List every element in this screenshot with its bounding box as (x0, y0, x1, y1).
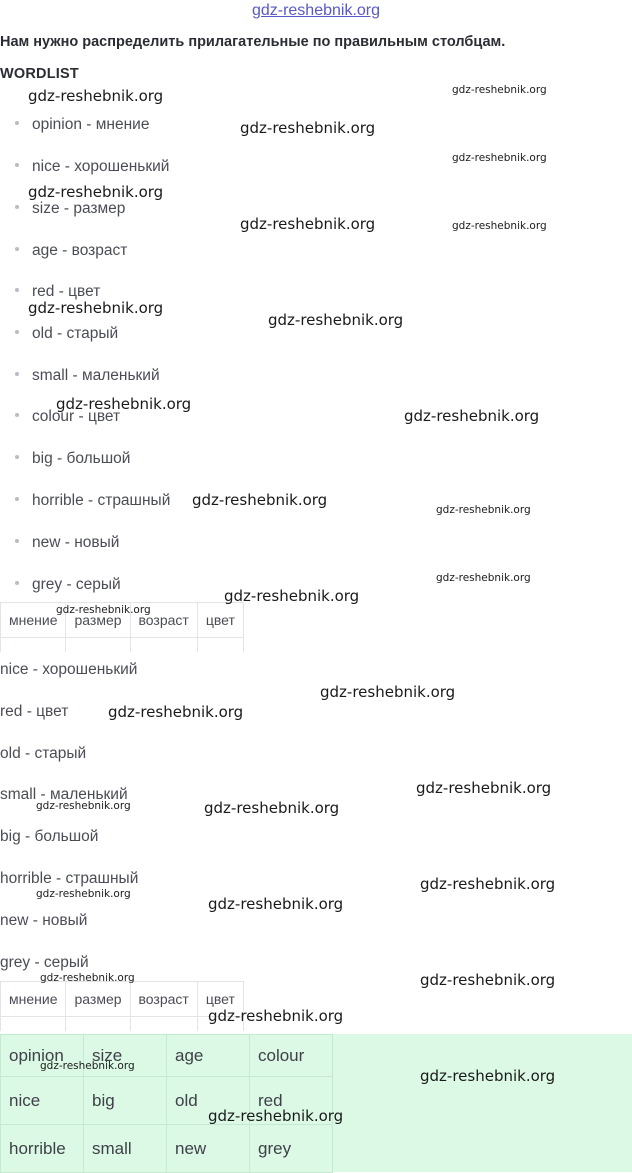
table-cell (1, 638, 66, 653)
bullet-icon (15, 121, 19, 125)
wordlist-item (15, 158, 169, 176)
answer-cell: horrible (1, 1125, 84, 1173)
table-cell (130, 638, 197, 653)
wordlist-item (15, 200, 125, 218)
list-line: old - старый (0, 745, 87, 762)
list-line: nice - хорошенький (0, 661, 138, 678)
answer-table (0, 1034, 333, 1173)
wordlist-title: WORDLIST (0, 66, 79, 82)
bullet-icon (15, 581, 19, 585)
wordlist-item-text: big - большой (32, 450, 131, 467)
table-header-cell: размер (66, 982, 130, 1017)
watermark: gdz-reshebnik.org (36, 888, 131, 900)
list-line: grey - серый (0, 954, 89, 971)
watermark: gdz-reshebnik.org (452, 152, 547, 164)
watermark: gdz-reshebnik.org (204, 799, 340, 817)
bullet-icon (15, 205, 19, 209)
table-header-cell: мнение (1, 603, 66, 638)
table-header-cell: возраст (130, 982, 197, 1017)
watermark: gdz-reshebnik.org (56, 395, 192, 413)
watermark: gdz-reshebnik.org (208, 1007, 344, 1025)
table-cell (197, 638, 243, 653)
wordlist-item-text: colour - цвет (32, 408, 121, 425)
watermark: gdz-reshebnik.org (420, 971, 556, 989)
wordlist-item (15, 367, 160, 385)
watermark: gdz-reshebnik.org (240, 215, 376, 233)
site-link[interactable]: gdz-reshebnik.org (251, 2, 381, 19)
table-cell (1, 1017, 66, 1032)
wordlist-item (15, 116, 149, 134)
watermark: gdz-reshebnik.org (208, 1107, 344, 1125)
answer-cell: opinion (1, 1035, 84, 1077)
list-line: red - цвет (0, 703, 69, 720)
wordlist-item (15, 242, 127, 260)
watermark: gdz-reshebnik.org (268, 311, 404, 329)
table-header-cell: цвет (197, 982, 243, 1017)
bullet-icon (15, 539, 19, 543)
watermark: gdz-reshebnik.org (416, 779, 552, 797)
watermark: gdz-reshebnik.org (28, 87, 164, 105)
wordlist-item-text: size - размер (32, 200, 126, 217)
watermark: gdz-reshebnik.org (224, 587, 360, 605)
answer-cell: colour (250, 1035, 333, 1077)
answer-panel (0, 1034, 632, 1172)
answer-cell: size (84, 1035, 167, 1077)
watermark: gdz-reshebnik.org (452, 84, 547, 96)
wordlist-item-text: opinion - мнение (32, 116, 150, 133)
wordlist-item-text: red - цвет (32, 283, 101, 300)
wordlist-item (15, 325, 118, 343)
watermark: gdz-reshebnik.org (36, 800, 131, 812)
watermark: gdz-reshebnik.org (436, 504, 531, 516)
bullet-icon (15, 247, 19, 251)
watermark: gdz-reshebnik.org (28, 299, 164, 317)
answer-cell: nice (1, 1077, 84, 1125)
table-cell (130, 1017, 197, 1032)
bullet-icon (15, 372, 19, 376)
answer-cell: grey (250, 1125, 333, 1173)
watermark: gdz-reshebnik.org (404, 407, 540, 425)
table-header-cell: размер (66, 603, 130, 638)
list-line: horrible - страшный (0, 870, 139, 887)
bullet-icon (15, 455, 19, 459)
bullet-icon (15, 288, 19, 292)
wordlist-item-text: horrible - страшный (32, 492, 171, 509)
wordlist-item (15, 576, 121, 594)
list-line: big - большой (0, 828, 99, 845)
wordlist-item-text: grey - серый (32, 576, 121, 593)
wordlist-item (15, 534, 119, 552)
wordlist-item-text: new - новый (32, 534, 120, 551)
wordlist-item-text: small - маленький (32, 367, 160, 384)
answer-cell: old (167, 1077, 250, 1125)
answer-cell: red (250, 1077, 333, 1125)
table-header-cell: возраст (130, 603, 197, 638)
wordlist-item-text: age - возраст (32, 242, 128, 259)
answer-cell: age (167, 1035, 250, 1077)
bullet-icon (15, 163, 19, 167)
watermark: gdz-reshebnik.org (420, 1067, 556, 1085)
bullet-icon (15, 497, 19, 501)
wordlist-item-text: nice - хорошенький (32, 158, 170, 175)
bullet-icon (15, 330, 19, 334)
bullet-icon (15, 413, 19, 417)
table-cell (66, 638, 130, 653)
wordlist-item (15, 450, 130, 468)
watermark: gdz-reshebnik.org (420, 875, 556, 893)
answer-cell: big (84, 1077, 167, 1125)
list-line: new - новый (0, 912, 88, 929)
instruction-text: Нам нужно распределить прилагательные по правильным столбцам. (0, 34, 506, 50)
watermark: gdz-reshebnik.org (320, 683, 456, 701)
watermark: gdz-reshebnik.org (436, 572, 531, 584)
watermark: gdz-reshebnik.org (192, 491, 328, 509)
watermark: gdz-reshebnik.org (240, 119, 376, 137)
table-header-cell: цвет (197, 603, 243, 638)
list-line: small - маленький (0, 786, 128, 803)
watermark: gdz-reshebnik.org (108, 703, 244, 721)
watermark: gdz-reshebnik.org (452, 220, 547, 232)
wordlist-item-text: old - старый (32, 325, 119, 342)
watermark: gdz-reshebnik.org (28, 183, 164, 201)
watermark: gdz-reshebnik.org (56, 604, 151, 616)
answer-cell: new (167, 1125, 250, 1173)
watermark: gdz-reshebnik.org (208, 895, 344, 913)
answer-cell: small (84, 1125, 167, 1173)
watermark: gdz-reshebnik.org (40, 1060, 135, 1072)
table-header-cell: мнение (1, 982, 66, 1017)
table-cell (66, 1017, 130, 1032)
wordlist-item (15, 492, 170, 510)
watermark: gdz-reshebnik.org (40, 972, 135, 984)
